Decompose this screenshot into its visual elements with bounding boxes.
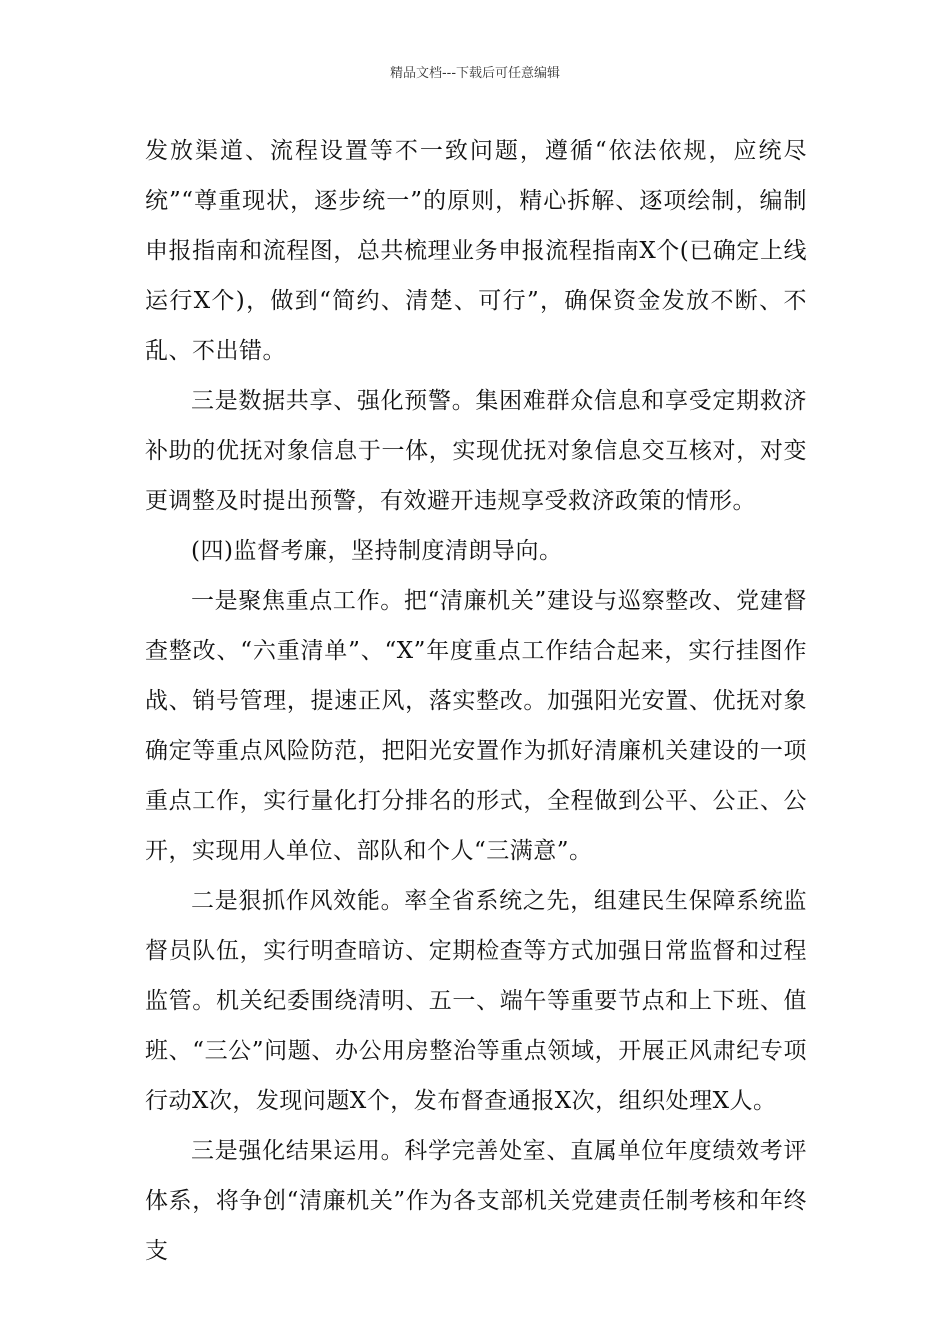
page-header: 精品文档---下载后可任意编辑 — [389, 66, 561, 81]
paragraph-key-work: 一是聚焦重点工作。把“清廉机关”建设与巡察整改、党建督查整改、“六重清单”、“X”年度重点工作结合起来，实行挂图作战、销号管理，提速正风，落实整改。加强阳光安置、优抚对象确定等重点风险防范，把阳光安置作为抓好清廉机关建设的一项重点工作，实行量化打分排名的形式，全程做到公平、公正、公开，实现用人单位、部队和个人“三满意”。 — [145, 588, 807, 864]
paragraph-data-sharing: 三是数据共享、强化预警。集困难群众信息和享受定期救济补助的优抚对象信息于一体，实现优抚对象信息交互核对，对变更调整及时提出预警，有效避开违规享受救济政策的情形。 — [145, 388, 807, 514]
paragraph-results: 三是强化结果运用。科学完善处室、直属单位年度绩效考评体系，将争创“清廉机关”作为各支部机关党建责任制考核和年终支 — [145, 1138, 807, 1264]
document-body — [145, 126, 807, 1276]
paragraph-work-style: 二是狠抓作风效能。率全省系统之先，组建民生保障系统监督员队伍，实行明查暗访、定期检查等方式加强日常监督和过程监管。机关纪委围绕清明、五一、端午等重要节点和上下班、值班、“三公”问题、办公用房整治等重点领域，开展正风肃纪专项行动X次，发现问题X个，发布督查通报X次，组织处理X人。 — [145, 888, 807, 1114]
section-heading-supervision: (四)监督考廉，坚持制度清朗导向。 — [191, 538, 563, 564]
paragraph-continuation: 发放渠道、流程设置等不一致问题，遵循“依法依规，应统尽统”“尊重现状，逐步统一”的原则，精心拆解、逐项绘制，编制申报指南和流程图，总共梳理业务申报流程指南X个(已确定上线运行X个)，做到“简约、清楚、可行”，确保资金发放不断、不乱、不出错。 — [145, 138, 807, 364]
